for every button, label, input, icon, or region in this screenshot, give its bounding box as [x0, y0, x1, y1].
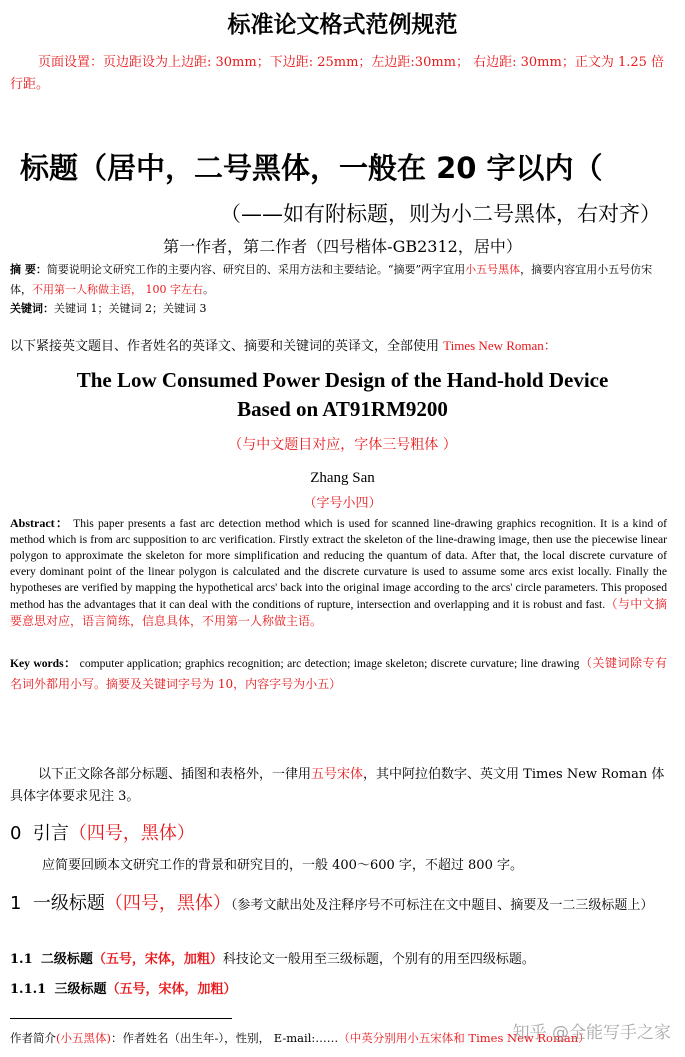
footnote-red1: (小五黑体) — [56, 1031, 111, 1045]
heading-level-1 — [10, 893, 670, 917]
english-author: Zhang San — [310, 470, 375, 486]
heading-level-2 — [10, 948, 535, 967]
keywords-en-text: computer application; graphics recognition; arc detection; image skeleton; discrete curvature; line drawing — [76, 657, 580, 670]
heading-1-note: （参考文献出处及注释序号不可标注在文中题目、摘要及一二三级标题上） — [230, 898, 654, 913]
abstract-cn-label: 摘 要： — [10, 263, 47, 276]
footnote-text: ：作者姓名（出生年-），性别， E-mail:…… — [110, 1031, 339, 1045]
heading-1-red: （四号，黑体） — [104, 893, 231, 914]
abstract-cn-red2: 不用第一人称做主语， 100 字左右 — [32, 283, 203, 296]
keywords-english — [10, 653, 667, 695]
abstract-cn-red1: 小五号黑体 — [465, 263, 521, 276]
abstract-chinese — [10, 260, 672, 300]
body-intro-text2: ，其中阿拉伯数字、英文用 Times New Roman 体具体字体要求见注 3。 — [10, 767, 665, 804]
footnote-label: 作者简介 — [10, 1031, 56, 1045]
footnote-red2: （中英分别用小五宋体和 Times New Roman） — [338, 1031, 590, 1045]
english-section-intro — [10, 335, 557, 354]
body-text-intro — [10, 764, 667, 808]
abstract-cn-text2: ，摘要内容宜用小五号仿宋体， — [10, 263, 653, 296]
english-title — [0, 366, 685, 424]
heading-intro-red: （四号，黑体） — [68, 823, 195, 844]
abstract-en-label: Abstract： — [10, 516, 70, 530]
heading-1-text: 一级标题 — [32, 893, 105, 914]
intro-en-text: 以下紧接英文题目、作者姓名的英译文、摘要和关键词的英译文，全部使用 — [10, 339, 444, 354]
keywords-cn-text: 关键词 1；关键词 2；关键词 3 — [54, 302, 207, 315]
heading-2-note: 科技论文一般用至三级标题，个别有的用至四级标题。 — [222, 952, 535, 967]
body-intro-text1: 以下正文除各部分标题、插图和表格外，一律用 — [38, 767, 312, 782]
page-setup-note: 页面设置：页边距设为上边距: 30mm；下边距: 25mm；左边距:30mm； 右边距: 30mm；正文为 1.25 倍行距。 — [10, 55, 665, 92]
footnote-divider — [10, 1018, 232, 1019]
english-title-line1: The Low Consumed Power Design of the Hand-hold Device — [76, 368, 609, 392]
abstract-en-red: （与中文摘要意思对应，语言简练，信息具体，不用第一人称做主语。 — [10, 597, 667, 628]
body-intro-red: 五号宋体 — [311, 767, 364, 782]
keywords-cn-label: 关键词： — [10, 302, 54, 315]
abstract-en-text: This paper presents a fast arc detection method which is used for scanned line-drawing graphics recognition. It is a kind of method which is from arc supposition to arc verification. Firstly extract the skeleton of the line-drawing image, then use the piecewise linear polygon to approximate the skeleton for more simplification and reducing the quantum of data. After that, the local discrete curvature of every dominant point of the linear polygon is calculated and the discrete curvature is used to assume some arcs exist locally. Finally the hypotheses are verified by mapping the hypothetical arcs' back into the original image according to the arcs' circle parameters. This proposed method has the advantages that it can deal with the conditions of rupture, intersection and overlapping and it is robust and fast. — [10, 517, 667, 611]
introduction-body: 应简要回顾本文研究工作的背景和研究目的，一般 400～600 字，不超过 800 字。 — [42, 858, 523, 873]
english-author-note: （字号小四） — [303, 496, 382, 511]
heading-2-number: 1.1 — [10, 952, 33, 967]
heading-3-text: 三级标题 — [54, 982, 107, 997]
heading-3-red: （五号，宋体，加粗） — [106, 982, 237, 997]
watermark: 知乎 @全能写手之家 — [512, 1023, 671, 1043]
heading-level-3 — [10, 978, 237, 997]
heading-1-number: 1 — [10, 893, 22, 914]
keywords-en-red: （关键词除专有名词外都用小写。摘要及关键词字号为 10，内容字号为小五） — [10, 656, 667, 691]
abstract-english — [10, 515, 667, 630]
heading-2-red: （五号，宋体，加粗） — [92, 952, 223, 967]
document-title: 标准论文格式范例规范 — [227, 12, 458, 38]
keywords-en-label: Key words： — [10, 657, 77, 670]
abstract-cn-text: 简要说明论文研究工作的主要内容、研究目的、采用方法和主要结论。“摘要”两字宜用 — [46, 263, 466, 276]
intro-en-red: Times New Roman： — [443, 338, 557, 353]
english-title-note: （与中文题目对应，字体三号粗体 ） — [228, 437, 457, 453]
author-footnote — [10, 1030, 590, 1046]
heading-2-text: 二级标题 — [40, 952, 93, 967]
keywords-chinese — [10, 300, 207, 316]
subtitle: （——如有附标题，则为小二号黑体，右对齐） — [220, 202, 661, 226]
heading-intro-number: 0 — [10, 823, 22, 844]
heading-introduction — [10, 819, 195, 845]
authors-line: 第一作者，第二作者（四号楷体-GB2312，居中） — [163, 237, 522, 256]
abstract-cn-end: 。 — [203, 283, 214, 296]
heading-intro-text: 引言 — [32, 823, 69, 844]
heading-3-number: 1.1.1 — [10, 982, 47, 997]
english-title-line2: Based on AT91RM9200 — [237, 397, 448, 421]
main-title: 标题（居中，二号黑体，一般在 20 字以内（ — [20, 151, 603, 185]
